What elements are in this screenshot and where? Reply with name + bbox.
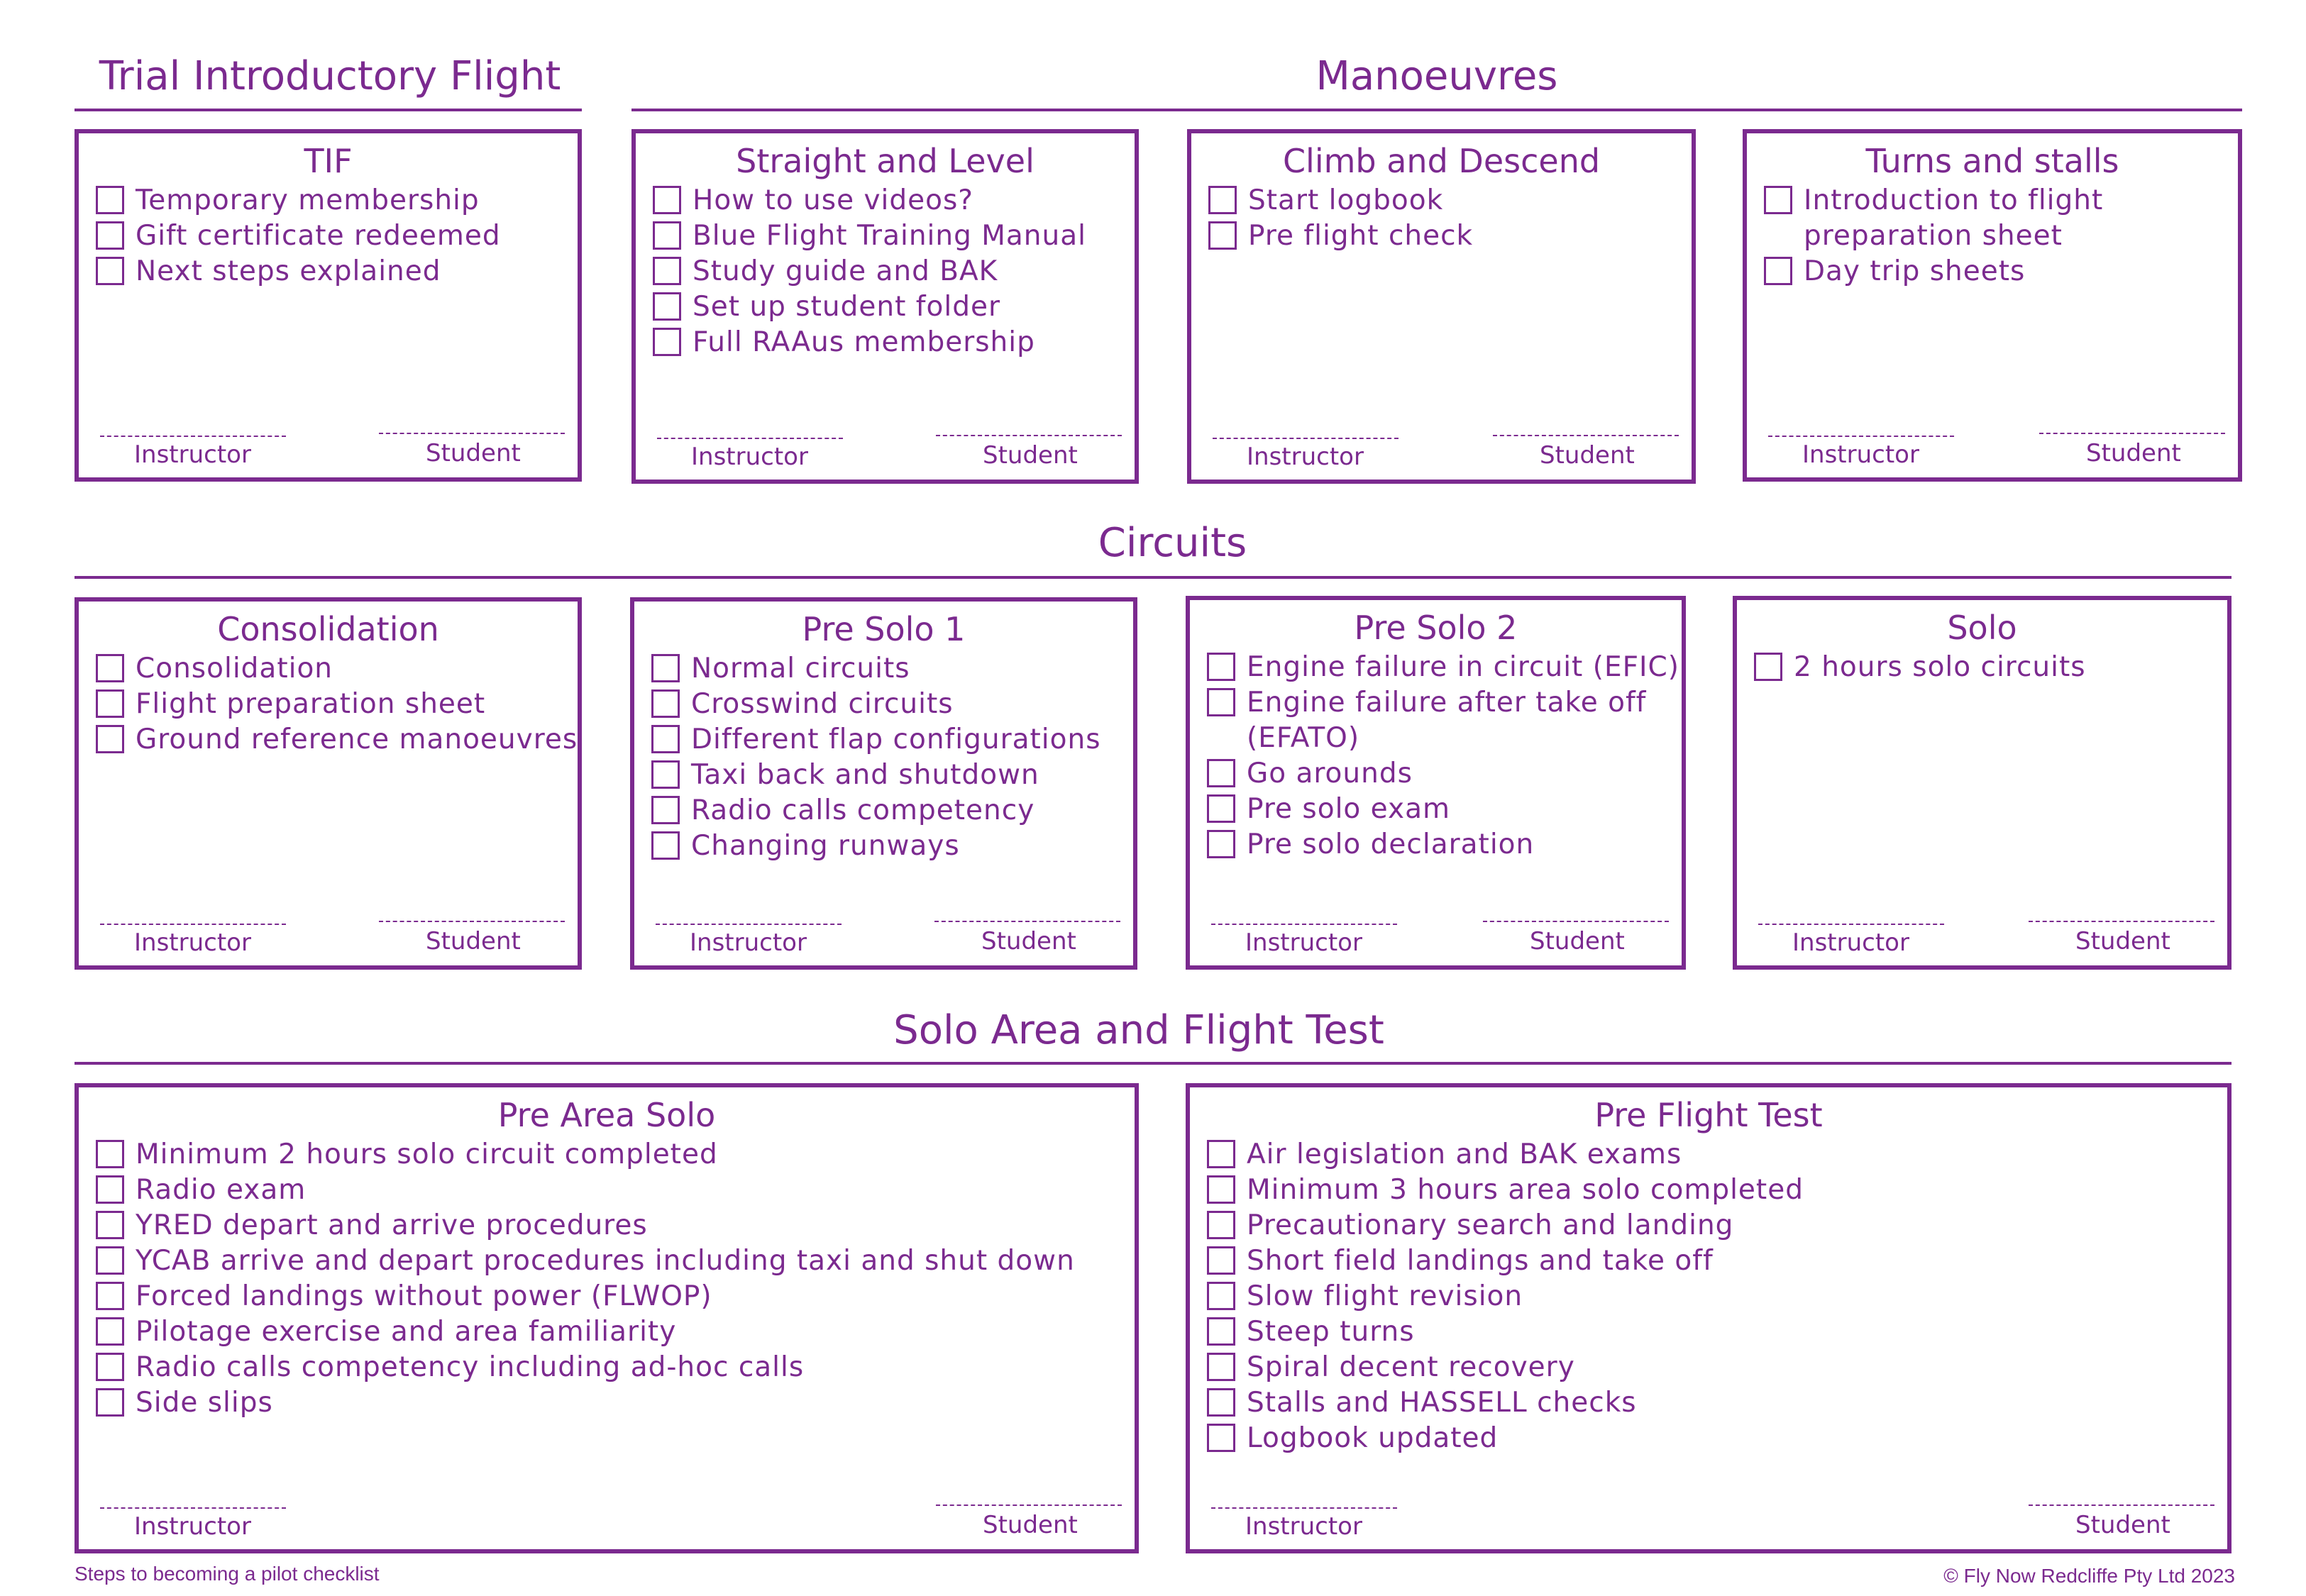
checkbox-icon[interactable] — [1207, 830, 1235, 858]
box-consolidation — [75, 597, 582, 970]
box-title: TIF — [304, 142, 353, 180]
manoeuvres-rule — [631, 109, 2242, 111]
checklist-item — [1207, 1173, 2220, 1208]
instructor-signature-line[interactable] — [656, 924, 842, 925]
student-label: Student — [426, 439, 521, 467]
checklist-item-label: Pre flight check — [1248, 220, 1474, 252]
box-title: Pre Solo 2 — [1354, 609, 1518, 647]
checklist-item — [1207, 685, 1675, 756]
instructor-signature-line[interactable] — [1211, 924, 1397, 925]
checklist-item — [96, 1314, 1127, 1350]
checkbox-icon[interactable] — [651, 760, 680, 789]
checklist-item-label: Next steps explained — [136, 255, 441, 287]
checkbox-icon[interactable] — [653, 328, 681, 356]
student-label: Student — [2075, 927, 2170, 955]
circuits-rule — [75, 576, 2231, 579]
box-tif — [75, 129, 582, 482]
checklist-item — [651, 793, 1126, 829]
checkbox-icon[interactable] — [96, 1282, 124, 1310]
student-label: Student — [983, 441, 1078, 470]
student-signature-line[interactable] — [2029, 921, 2214, 922]
instructor-label: Instructor — [1792, 929, 1909, 957]
checklist-item — [651, 687, 1126, 722]
checklist-item-label: Gift certificate redeemed — [136, 220, 501, 252]
checklist-item — [96, 687, 570, 722]
checklist-item — [651, 651, 1126, 687]
checkbox-icon[interactable] — [96, 654, 124, 682]
checklist-item-label: Taxi back and shutdown — [691, 759, 1039, 791]
checklist-item — [96, 1243, 1127, 1279]
checklist-item-label: Study guide and BAK — [693, 255, 998, 287]
checklist-item-label: Different flap configurations — [691, 724, 1101, 755]
checkbox-icon[interactable] — [651, 796, 680, 824]
box-pre-solo-1 — [630, 597, 1137, 970]
checkbox-icon[interactable] — [1207, 1175, 1235, 1204]
circuits-heading: Circuits — [1098, 520, 1247, 566]
checkbox-icon[interactable] — [96, 1317, 124, 1346]
solo-area-heading: Solo Area and Flight Test — [893, 1007, 1384, 1053]
checklist-item — [1764, 183, 2231, 254]
box-title: Straight and Level — [736, 142, 1035, 180]
checklist-item-label: Radio exam — [136, 1174, 307, 1206]
instructor-label: Instructor — [1245, 1512, 1362, 1541]
box-title: Consolidation — [217, 610, 439, 648]
box-title: Pre Flight Test — [1594, 1096, 1823, 1134]
checklist-item — [653, 289, 1127, 325]
checklist-item-label: Precautionary search and landing — [1247, 1209, 1734, 1241]
checklist — [1208, 183, 1684, 254]
instructor-label: Instructor — [690, 929, 807, 957]
checklist-item — [653, 183, 1127, 218]
checklist-item-label: Crosswind circuits — [691, 688, 954, 720]
checklist — [653, 183, 1127, 360]
student-signature-line[interactable] — [936, 1504, 1122, 1506]
checkbox-icon[interactable] — [1764, 186, 1792, 214]
trial-flight-rule — [75, 109, 582, 111]
checklist-item — [651, 758, 1126, 793]
checkbox-icon[interactable] — [1208, 186, 1237, 214]
checklist-item — [1207, 650, 1679, 685]
checklist-item — [1207, 1314, 2220, 1350]
checkbox-icon[interactable] — [1207, 688, 1235, 716]
box-title: Climb and Descend — [1282, 142, 1601, 180]
checkbox-icon[interactable] — [653, 186, 681, 214]
checkbox-icon[interactable] — [1207, 1246, 1235, 1275]
checklist — [96, 1137, 1127, 1421]
checklist-item — [96, 1279, 1127, 1314]
checklist-item-label: Introduction to flight preparation sheet — [1804, 184, 2104, 252]
checklist-item — [653, 218, 1127, 254]
checkbox-icon[interactable] — [651, 831, 680, 860]
checkbox-icon[interactable] — [651, 654, 680, 682]
student-signature-line[interactable] — [1483, 921, 1669, 922]
checklist-item — [651, 722, 1126, 758]
solo-area-rule — [75, 1062, 2231, 1065]
instructor-signature-line[interactable] — [100, 924, 286, 925]
checklist — [1764, 183, 2231, 289]
checklist — [96, 183, 570, 289]
checklist-item-label: Set up student folder — [693, 291, 1001, 323]
checkbox-icon[interactable] — [96, 221, 124, 250]
checklist-item-label: Consolidation — [136, 653, 333, 685]
checklist-item-label: Pre solo exam — [1247, 793, 1450, 825]
checkbox-icon[interactable] — [653, 257, 681, 285]
checkbox-icon[interactable] — [1208, 221, 1237, 250]
footer-title: Steps to becoming a pilot checklist — [75, 1563, 380, 1585]
checklist-item-label: Spiral decent recovery — [1247, 1351, 1575, 1383]
box-title: Pre Area Solo — [497, 1096, 716, 1134]
checkbox-icon[interactable] — [651, 725, 680, 753]
checkbox-icon[interactable] — [96, 1246, 124, 1275]
student-label: Student — [2086, 439, 2181, 467]
instructor-label: Instructor — [1802, 440, 1919, 469]
checkbox-icon[interactable] — [653, 221, 681, 250]
trial-flight-heading: Trial Introductory Flight — [99, 53, 561, 99]
checklist-item — [1207, 1137, 2220, 1173]
checkbox-icon[interactable] — [96, 1211, 124, 1239]
checkbox-icon[interactable] — [1207, 794, 1235, 823]
box-title: Pre Solo 1 — [802, 610, 966, 648]
checklist-item-label: Air legislation and BAK exams — [1247, 1138, 1682, 1170]
instructor-signature-line[interactable] — [1758, 924, 1944, 925]
student-signature-line[interactable] — [379, 433, 565, 434]
box-solo — [1733, 596, 2231, 970]
instructor-label: Instructor — [134, 440, 251, 469]
checklist-item — [1208, 183, 1684, 218]
checklist-item-label: Side slips — [136, 1387, 273, 1419]
checklist-item-label: Forced landings without power (FLWOP) — [136, 1280, 712, 1312]
instructor-label: Instructor — [1245, 929, 1362, 957]
checkbox-icon[interactable] — [96, 186, 124, 214]
checklist-item-label: Radio calls competency — [691, 794, 1035, 826]
instructor-signature-line[interactable] — [1211, 1507, 1397, 1509]
student-label: Student — [1530, 927, 1625, 955]
instructor-signature-line[interactable] — [100, 1507, 286, 1509]
checkbox-icon[interactable] — [96, 257, 124, 285]
manoeuvres-heading: Manoeuvres — [1315, 53, 1558, 99]
checklist-item — [96, 1173, 1127, 1208]
footer-copyright: © Fly Now Redcliffe Pty Ltd 2023 — [1943, 1565, 2235, 1587]
instructor-signature-line[interactable] — [100, 436, 286, 437]
checklist-item-label: Engine failure after take off (EFATO) — [1247, 687, 1647, 754]
checklist-item-label: Steep turns — [1247, 1316, 1415, 1348]
checkbox-icon[interactable] — [1207, 1282, 1235, 1310]
checklist-item-label: YRED depart and arrive procedures — [136, 1209, 648, 1241]
checklist-item-label: 2 hours solo circuits — [1794, 651, 2086, 683]
student-signature-line[interactable] — [1493, 435, 1679, 436]
checklist-item-label: Logbook updated — [1247, 1422, 1499, 1454]
checklist-item-label: Blue Flight Training Manual — [693, 220, 1086, 252]
checklist-item-label: Slow flight revision — [1247, 1280, 1523, 1312]
box-straight-and-level — [631, 129, 1139, 484]
student-label: Student — [426, 927, 521, 955]
checkbox-icon[interactable] — [1764, 257, 1792, 285]
checklist-item — [96, 218, 570, 254]
checkbox-icon[interactable] — [96, 1388, 124, 1417]
box-title: Solo — [1947, 609, 2017, 647]
student-signature-line[interactable] — [2039, 433, 2225, 434]
checkbox-icon[interactable] — [651, 689, 680, 718]
box-title: Turns and stalls — [1865, 142, 2119, 180]
checkbox-icon[interactable] — [1207, 1353, 1235, 1381]
checklist-item — [96, 1350, 1127, 1385]
checkbox-icon[interactable] — [653, 292, 681, 321]
checklist-item-label: Pilotage exercise and area familiarity — [136, 1316, 677, 1348]
student-label: Student — [981, 927, 1076, 955]
instructor-label: Instructor — [134, 929, 251, 957]
checklist-item-label: Ground reference manoeuvres — [136, 724, 578, 755]
checklist-item-label: Changing runways — [691, 830, 960, 862]
student-signature-line[interactable] — [379, 921, 565, 922]
student-label: Student — [983, 1511, 1078, 1539]
instructor-label: Instructor — [691, 443, 808, 471]
checklist-item — [653, 254, 1127, 289]
student-signature-line[interactable] — [934, 921, 1120, 922]
checklist-item — [1207, 1350, 2220, 1385]
instructor-signature-line[interactable] — [1213, 438, 1399, 439]
checklist-item-label: How to use videos? — [693, 184, 974, 216]
box-pre-solo-2 — [1186, 596, 1686, 970]
checkbox-icon[interactable] — [96, 1175, 124, 1204]
checklist-item — [96, 1208, 1127, 1243]
checkbox-icon[interactable] — [1207, 759, 1235, 787]
checkbox-icon[interactable] — [96, 1353, 124, 1381]
student-signature-line[interactable] — [936, 435, 1122, 436]
checklist-item — [96, 1137, 1127, 1173]
checklist-item-label: Minimum 2 hours solo circuit completed — [136, 1138, 718, 1170]
checklist — [651, 651, 1126, 864]
checklist-item — [1207, 792, 1675, 827]
checkbox-icon[interactable] — [1207, 1211, 1235, 1239]
student-label: Student — [1540, 441, 1635, 470]
checklist-item — [653, 325, 1127, 360]
checklist-item — [96, 651, 570, 687]
checklist-item-label: Short field landings and take off — [1247, 1245, 1714, 1277]
checklist-item — [651, 829, 1126, 864]
checklist-item — [96, 183, 570, 218]
checkbox-icon[interactable] — [1207, 653, 1235, 681]
checkbox-icon[interactable] — [1207, 1317, 1235, 1346]
checklist — [96, 651, 578, 758]
checklist-item — [1207, 1243, 2220, 1279]
box-pre-flight-test — [1186, 1083, 2231, 1553]
checklist-item — [96, 254, 570, 289]
checklist-item-label: Normal circuits — [691, 653, 910, 685]
checklist-item-label: Go arounds — [1247, 758, 1413, 789]
checklist-item — [1207, 827, 1675, 863]
checklist-item — [1754, 650, 2220, 685]
checklist — [1207, 650, 1679, 863]
checklist-item-label: Start logbook — [1248, 184, 1444, 216]
checkbox-icon[interactable] — [96, 725, 124, 753]
checklist-item-label: Engine failure in circuit (EFIC) — [1247, 651, 1679, 683]
checklist-item-label: Stalls and HASSELL checks — [1247, 1387, 1637, 1419]
checklist-item — [1207, 1385, 2220, 1421]
checklist-item — [1764, 254, 2231, 289]
checklist-item — [1207, 1421, 2220, 1456]
instructor-label: Instructor — [1247, 443, 1364, 471]
checklist-item-label: Full RAAus membership — [693, 326, 1035, 358]
checklist-item — [96, 722, 578, 758]
box-climb-and-descend — [1187, 129, 1696, 484]
checkbox-icon[interactable] — [96, 1140, 124, 1168]
box-turns-and-stalls — [1743, 129, 2242, 482]
student-signature-line[interactable] — [2029, 1504, 2214, 1506]
student-label: Student — [2075, 1511, 2170, 1539]
instructor-signature-line[interactable] — [1768, 436, 1954, 437]
checklist-item — [1207, 1208, 2220, 1243]
checklist-item-label: Radio calls competency including ad-hoc calls — [136, 1351, 805, 1383]
checkbox-icon[interactable] — [1207, 1424, 1235, 1452]
checkbox-icon[interactable] — [1207, 1388, 1235, 1417]
instructor-signature-line[interactable] — [657, 438, 843, 439]
checkbox-icon[interactable] — [1207, 1140, 1235, 1168]
checklist-item-label: Flight preparation sheet — [136, 688, 486, 720]
checklist-item-label: Pre solo declaration — [1247, 829, 1535, 860]
box-pre-area-solo — [75, 1083, 1139, 1553]
checklist-item — [96, 1385, 1127, 1421]
checklist-item-label: Temporary membership — [136, 184, 480, 216]
checklist — [1754, 650, 2220, 685]
checklist-item — [1207, 1279, 2220, 1314]
checklist — [1207, 1137, 2220, 1456]
checkbox-icon[interactable] — [1754, 653, 1782, 681]
instructor-label: Instructor — [134, 1512, 251, 1541]
checklist-item-label: Minimum 3 hours area solo completed — [1247, 1174, 1804, 1206]
checkbox-icon[interactable] — [96, 689, 124, 718]
checklist-item — [1207, 756, 1675, 792]
checklist-item-label: Day trip sheets — [1804, 255, 2026, 287]
checklist-item-label: YCAB arrive and depart procedures including taxi and shut down — [136, 1245, 1075, 1277]
checklist-item — [1208, 218, 1684, 254]
